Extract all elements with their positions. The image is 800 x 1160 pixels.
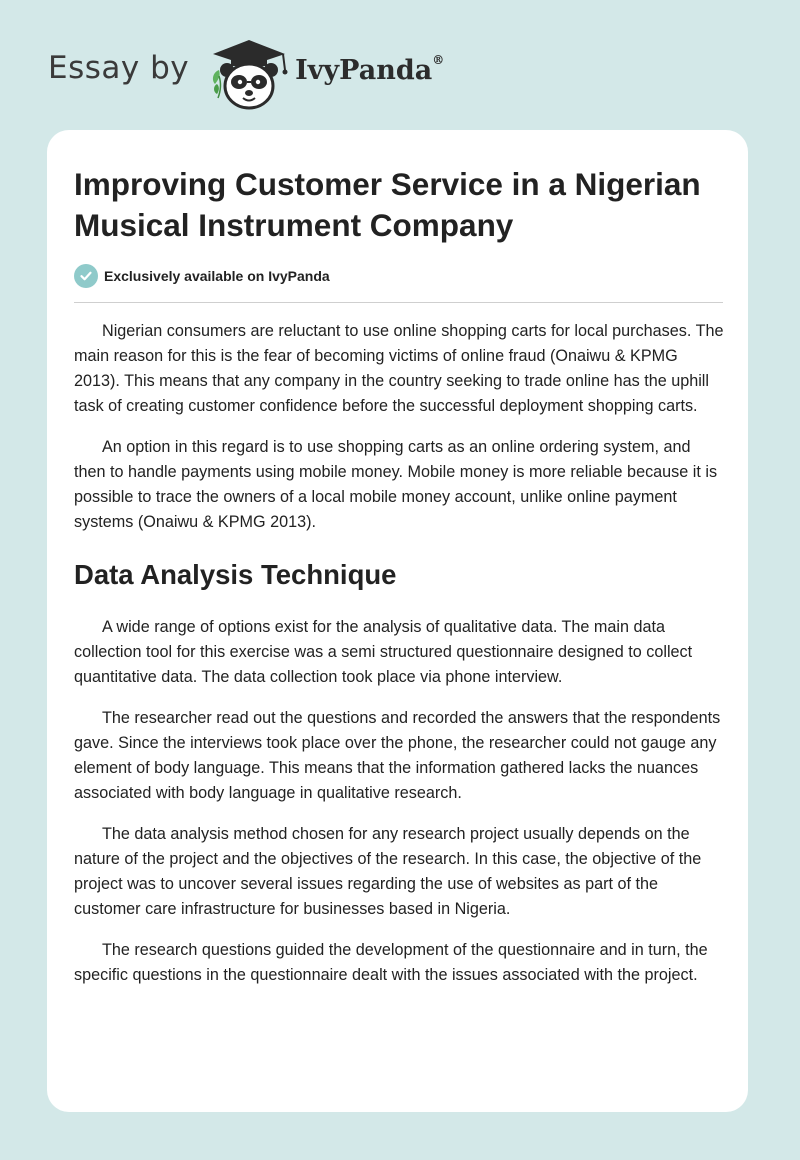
registered-mark: ® [432,52,445,67]
panda-graduate-icon [205,36,293,112]
essay-card [47,130,748,1112]
check-circle-icon [74,264,98,288]
paragraph: Nigerian consumers are reluctant to use online shopping carts for local purchases. The main reason for this is the fear of becoming victims of online fraud (Onaiwu & KPMG 2013). This means that any company in the country seeking to trade online has the uphill task of creating customer confidence before the successful deployment shopping carts. [74,322,724,415]
exclusive-label: Exclusively available on IvyPanda [104,268,330,284]
site-header [48,34,444,114]
paragraph: The researcher read out the questions and recorded the answers that the respondents gave. Since the interviews took place over the phone, the researcher could not gauge any element of body language. This means that the information gathered lacks the nuances associated with body language in qualitative research. [74,709,721,802]
divider [74,302,723,303]
paragraph: The data analysis method chosen for any research project usually depends on the nature of the project and the objectives of the research. In this case, the objective of the project was to uncover several issues regarding the use of websites as part of the customer care infrastructure for businesses based in Nigeria. [74,825,702,918]
essay-body [74,319,726,1004]
paragraph: The research questions guided the development of the questionnaire and in turn, the specific questions in the questionnaire dealt with the issues associated with the project. [74,941,708,984]
essay-by-label: Essay by [48,50,190,86]
ivy-leaf-icon [213,70,220,98]
section-heading: Data Analysis Technique [74,559,397,590]
paragraph: A wide range of options exist for the analysis of qualitative data. The main data collection tool for this exercise was a semi structured questionnaire designed to collect quantitative data. The data collection took place via phone interview. [74,618,693,686]
brand-name[interactable]: IvyPanda® [295,52,445,86]
essay-title: Improving Customer Service in a Nigerian Musical Instrument Company [74,166,701,243]
paragraph: An option in this regard is to use shopping carts as an online ordering system, and then to handle payments using mobile money. Mobile money is more reliable because it is possible to trace the owners of a local mobile money account, unlike online payment systems (Onaiwu & KPMG 2013). [74,438,718,531]
ivypanda-logo[interactable] [205,36,293,112]
exclusive-badge [74,264,330,288]
